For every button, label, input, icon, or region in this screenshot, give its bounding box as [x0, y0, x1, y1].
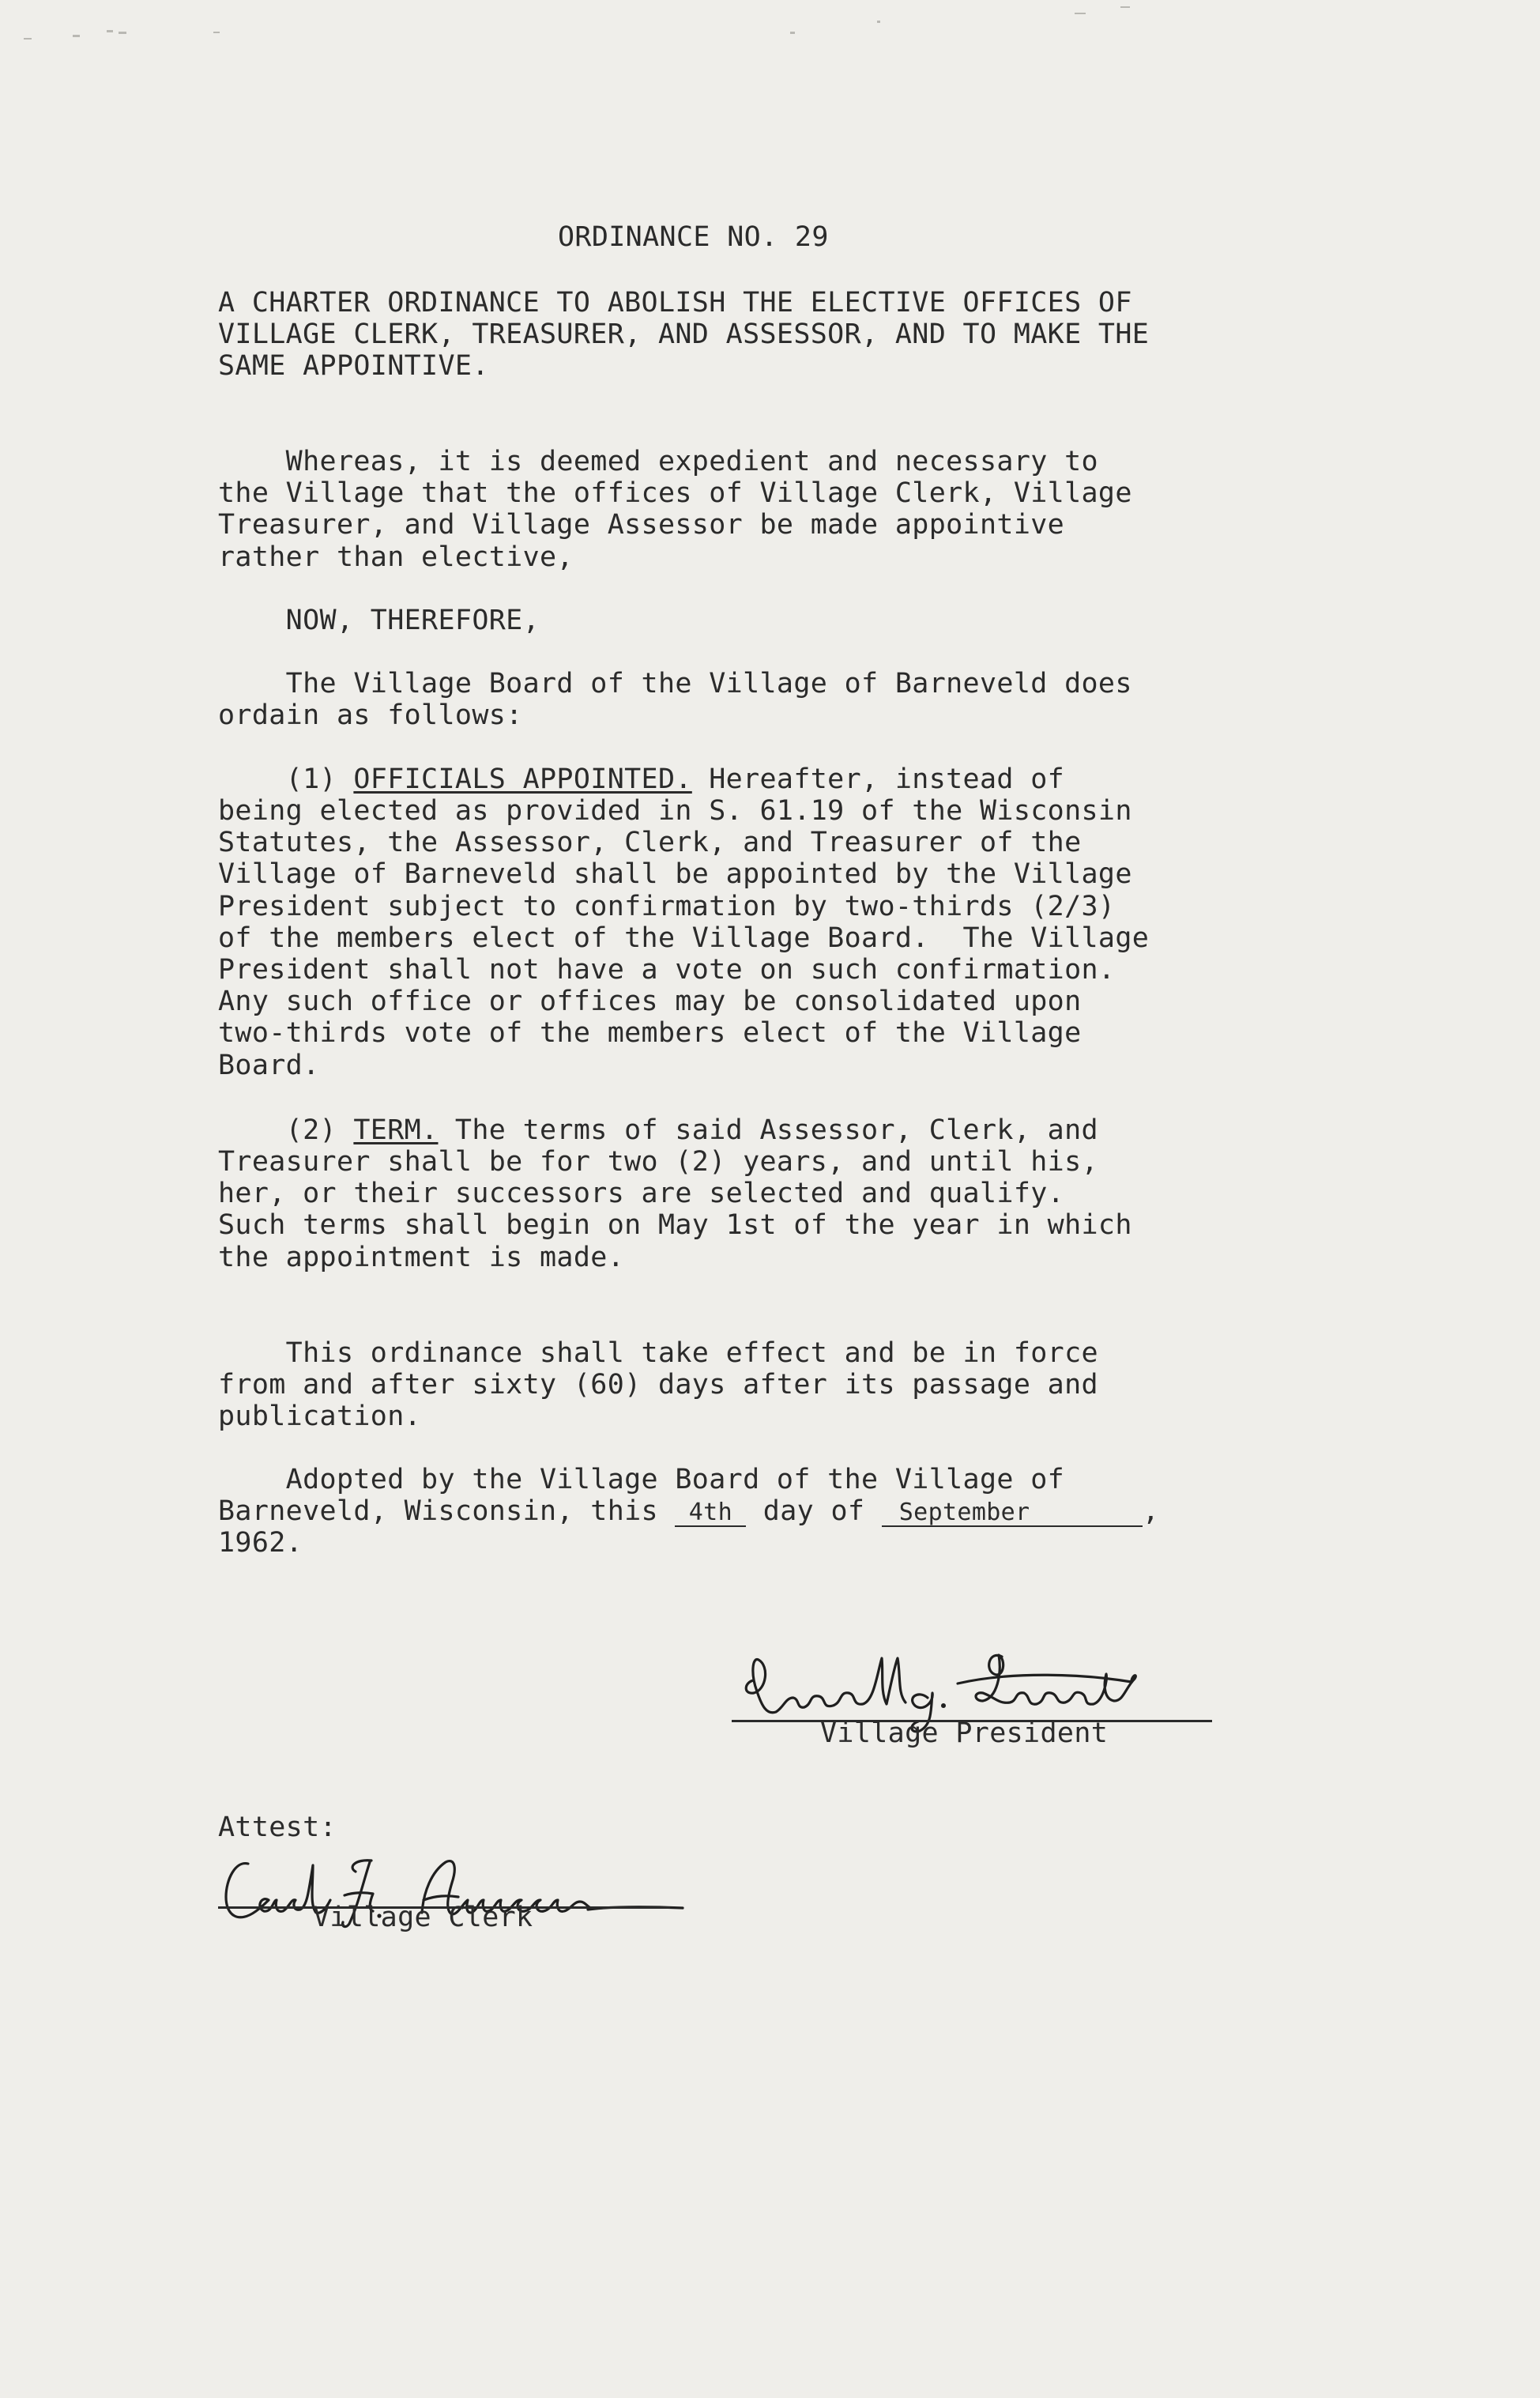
clerk-label: Village Clerk [313, 1902, 533, 1933]
adopted-day: 4th [688, 1499, 733, 1526]
adopted-day-blank [675, 1499, 746, 1527]
section-1-paragraph [218, 764, 1064, 795]
section-1-heading: OFFICIALS APPOINTED. [353, 764, 692, 795]
section-2-paragraph [218, 1114, 1098, 1146]
adopted-text: Barneveld, Wisconsin, this [218, 1495, 676, 1527]
president-label: Village President [820, 1717, 1109, 1749]
section-1-first-line: Hereafter, instead of [691, 764, 1065, 795]
ordinance-title: ORDINANCE NO. 29 [558, 221, 829, 253]
adopted-year: 1962. [218, 1527, 303, 1559]
adopted-month: September [898, 1499, 1030, 1526]
adopted-month-blank [882, 1499, 1143, 1527]
ordinance-heading: A CHARTER ORDINANCE TO ABOLISH THE ELECTIVE OFFICES OF VILLAGE CLERK, TREASURER, AND ASSESSOR, AND TO MAKE THE SAME APPOINTIVE. [218, 287, 1150, 383]
section-1-number: (1) [218, 764, 354, 795]
adopted-comma: , [1142, 1495, 1160, 1527]
section-2-number: (2) [218, 1114, 354, 1146]
section-2-first-line: The terms of said Assessor, Clerk, and [438, 1114, 1098, 1146]
ordain-paragraph: The Village Board of the Village of Barneveld does ordain as follows: [218, 668, 1132, 732]
adopted-line-2 [218, 1495, 1159, 1527]
adopted-day-of: day of [746, 1495, 882, 1527]
section-2-body: Treasurer shall be for two (2) years, and until his, her, or their successors are selected and qualify. Such terms shall begin on May 1st of the year in which the appointment is made. [218, 1146, 1132, 1273]
whereas-paragraph: Whereas, it is deemed expedient and necessary to the Village that the offices of Village Clerk, Village Treasurer, and Village Assessor be made appointive rather than elective, [218, 446, 1132, 573]
section-1-body: being elected as provided in S. 61.19 of the Wisconsin Statutes, the Assessor, Clerk, and Treasurer of the Village of Barneveld shall be appointed by the Village President subject to confirmation by two-thirds (2/3) of the members elect of the Village Board. The Village President shall not have a vote on such confirmation. Any such office or offices may be consolidated upon two-thirds vote of the members elect of the Village Board. [218, 795, 1150, 1081]
section-2-heading: TERM. [353, 1114, 439, 1146]
adopted-line-1: Adopted by the Village Board of the Village of [218, 1464, 1065, 1495]
scan-specks [0, 0, 1540, 47]
effect-paragraph: This ordinance shall take effect and be in force from and after sixty (60) days after its passage and publication. [218, 1337, 1098, 1433]
attest-label: Attest: [218, 1812, 337, 1843]
now-therefore-line: NOW, THEREFORE, [218, 605, 540, 636]
